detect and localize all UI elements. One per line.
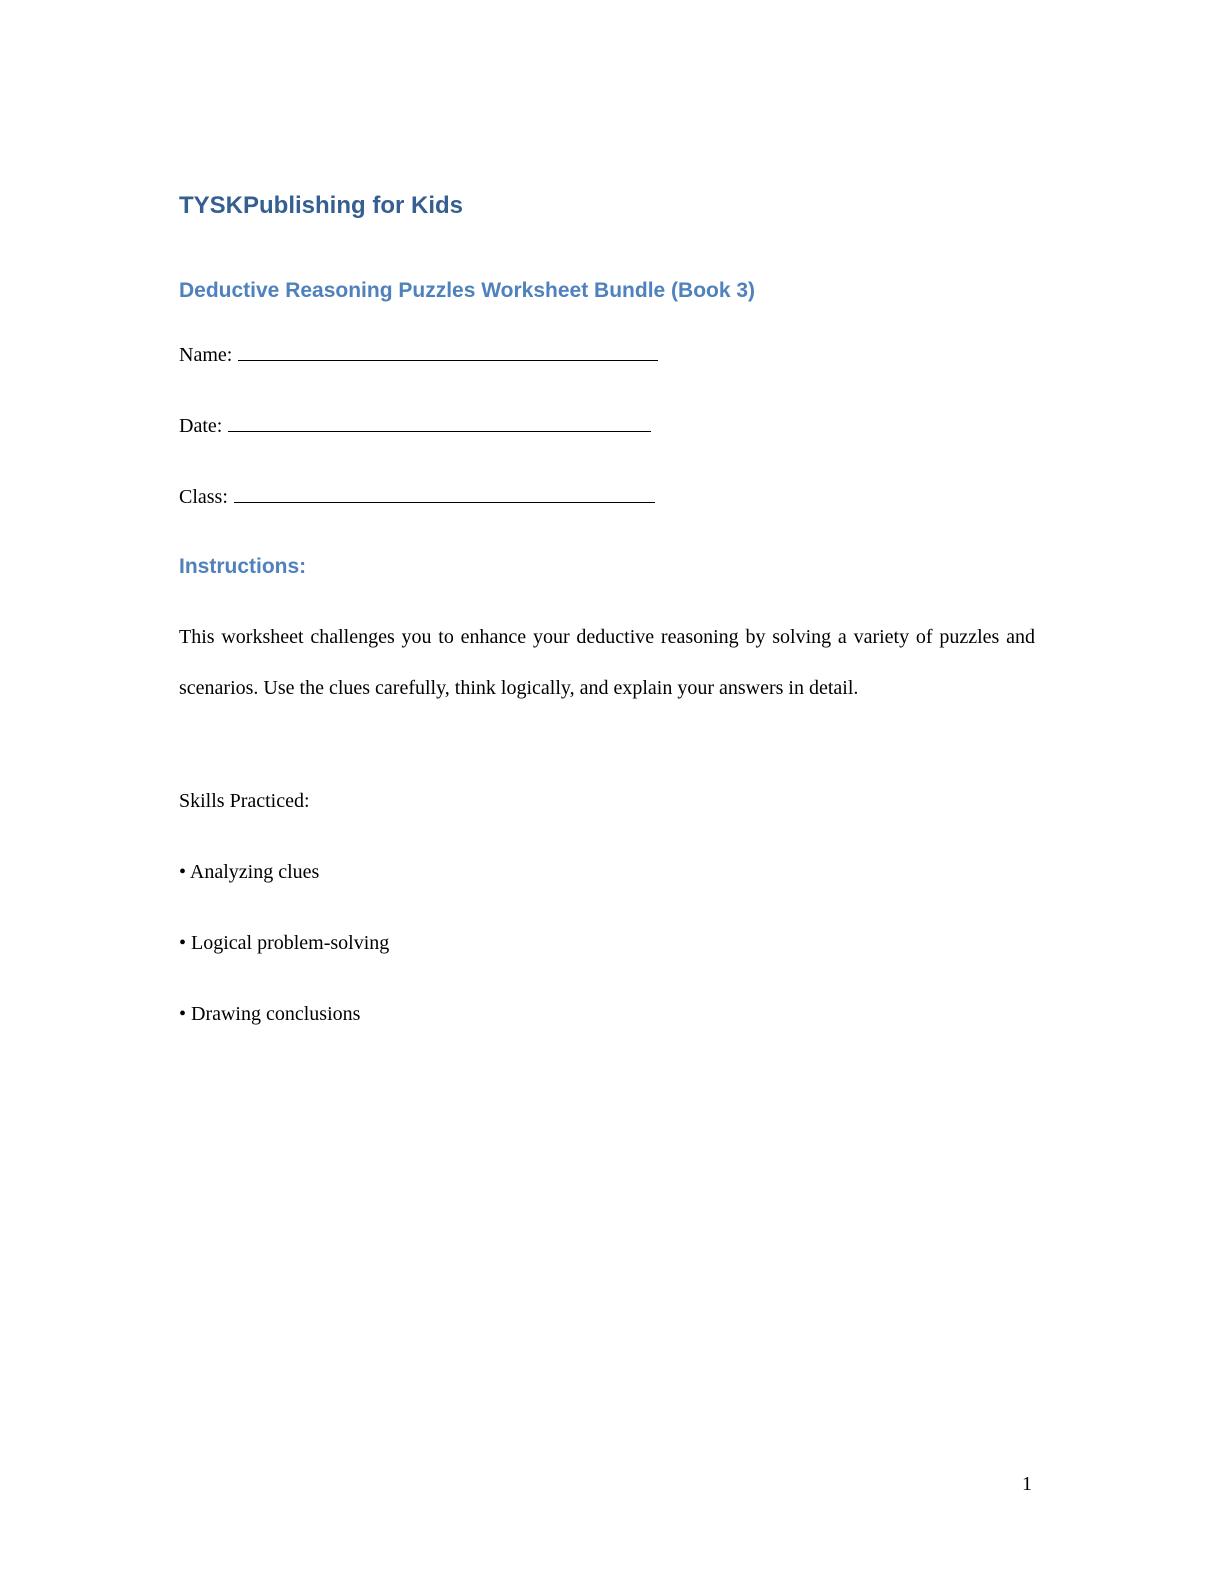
instructions-heading: Instructions: [179,555,307,578]
skills-list [179,861,389,1074]
class-field [179,484,655,509]
class-label: Class: [179,486,228,508]
name-blank-line[interactable] [238,342,658,361]
date-field [179,413,651,438]
date-blank-line[interactable] [228,413,651,432]
list-item: • Logical problem-solving [179,932,390,954]
class-blank-line[interactable] [234,484,655,503]
page-number: 1 [1022,1473,1032,1495]
skills-practiced-label: Skills Practiced: [179,790,310,812]
document-title: Deductive Reasoning Puzzles Worksheet Bundle (Book 3) [179,279,756,302]
list-item: • Analyzing clues [179,861,320,883]
name-label: Name: [179,344,233,366]
instructions-text: This worksheet challenges you to enhance your deductive reasoning by solving a variety of puzzles and scenarios. Use the clues carefully, think logically, and explain your answers in detail. [179,626,1035,699]
publisher-heading: TYSKPublishing for Kids [179,192,464,219]
date-label: Date: [179,415,223,437]
name-field [179,342,658,367]
list-item: • Drawing conclusions [179,1003,361,1025]
